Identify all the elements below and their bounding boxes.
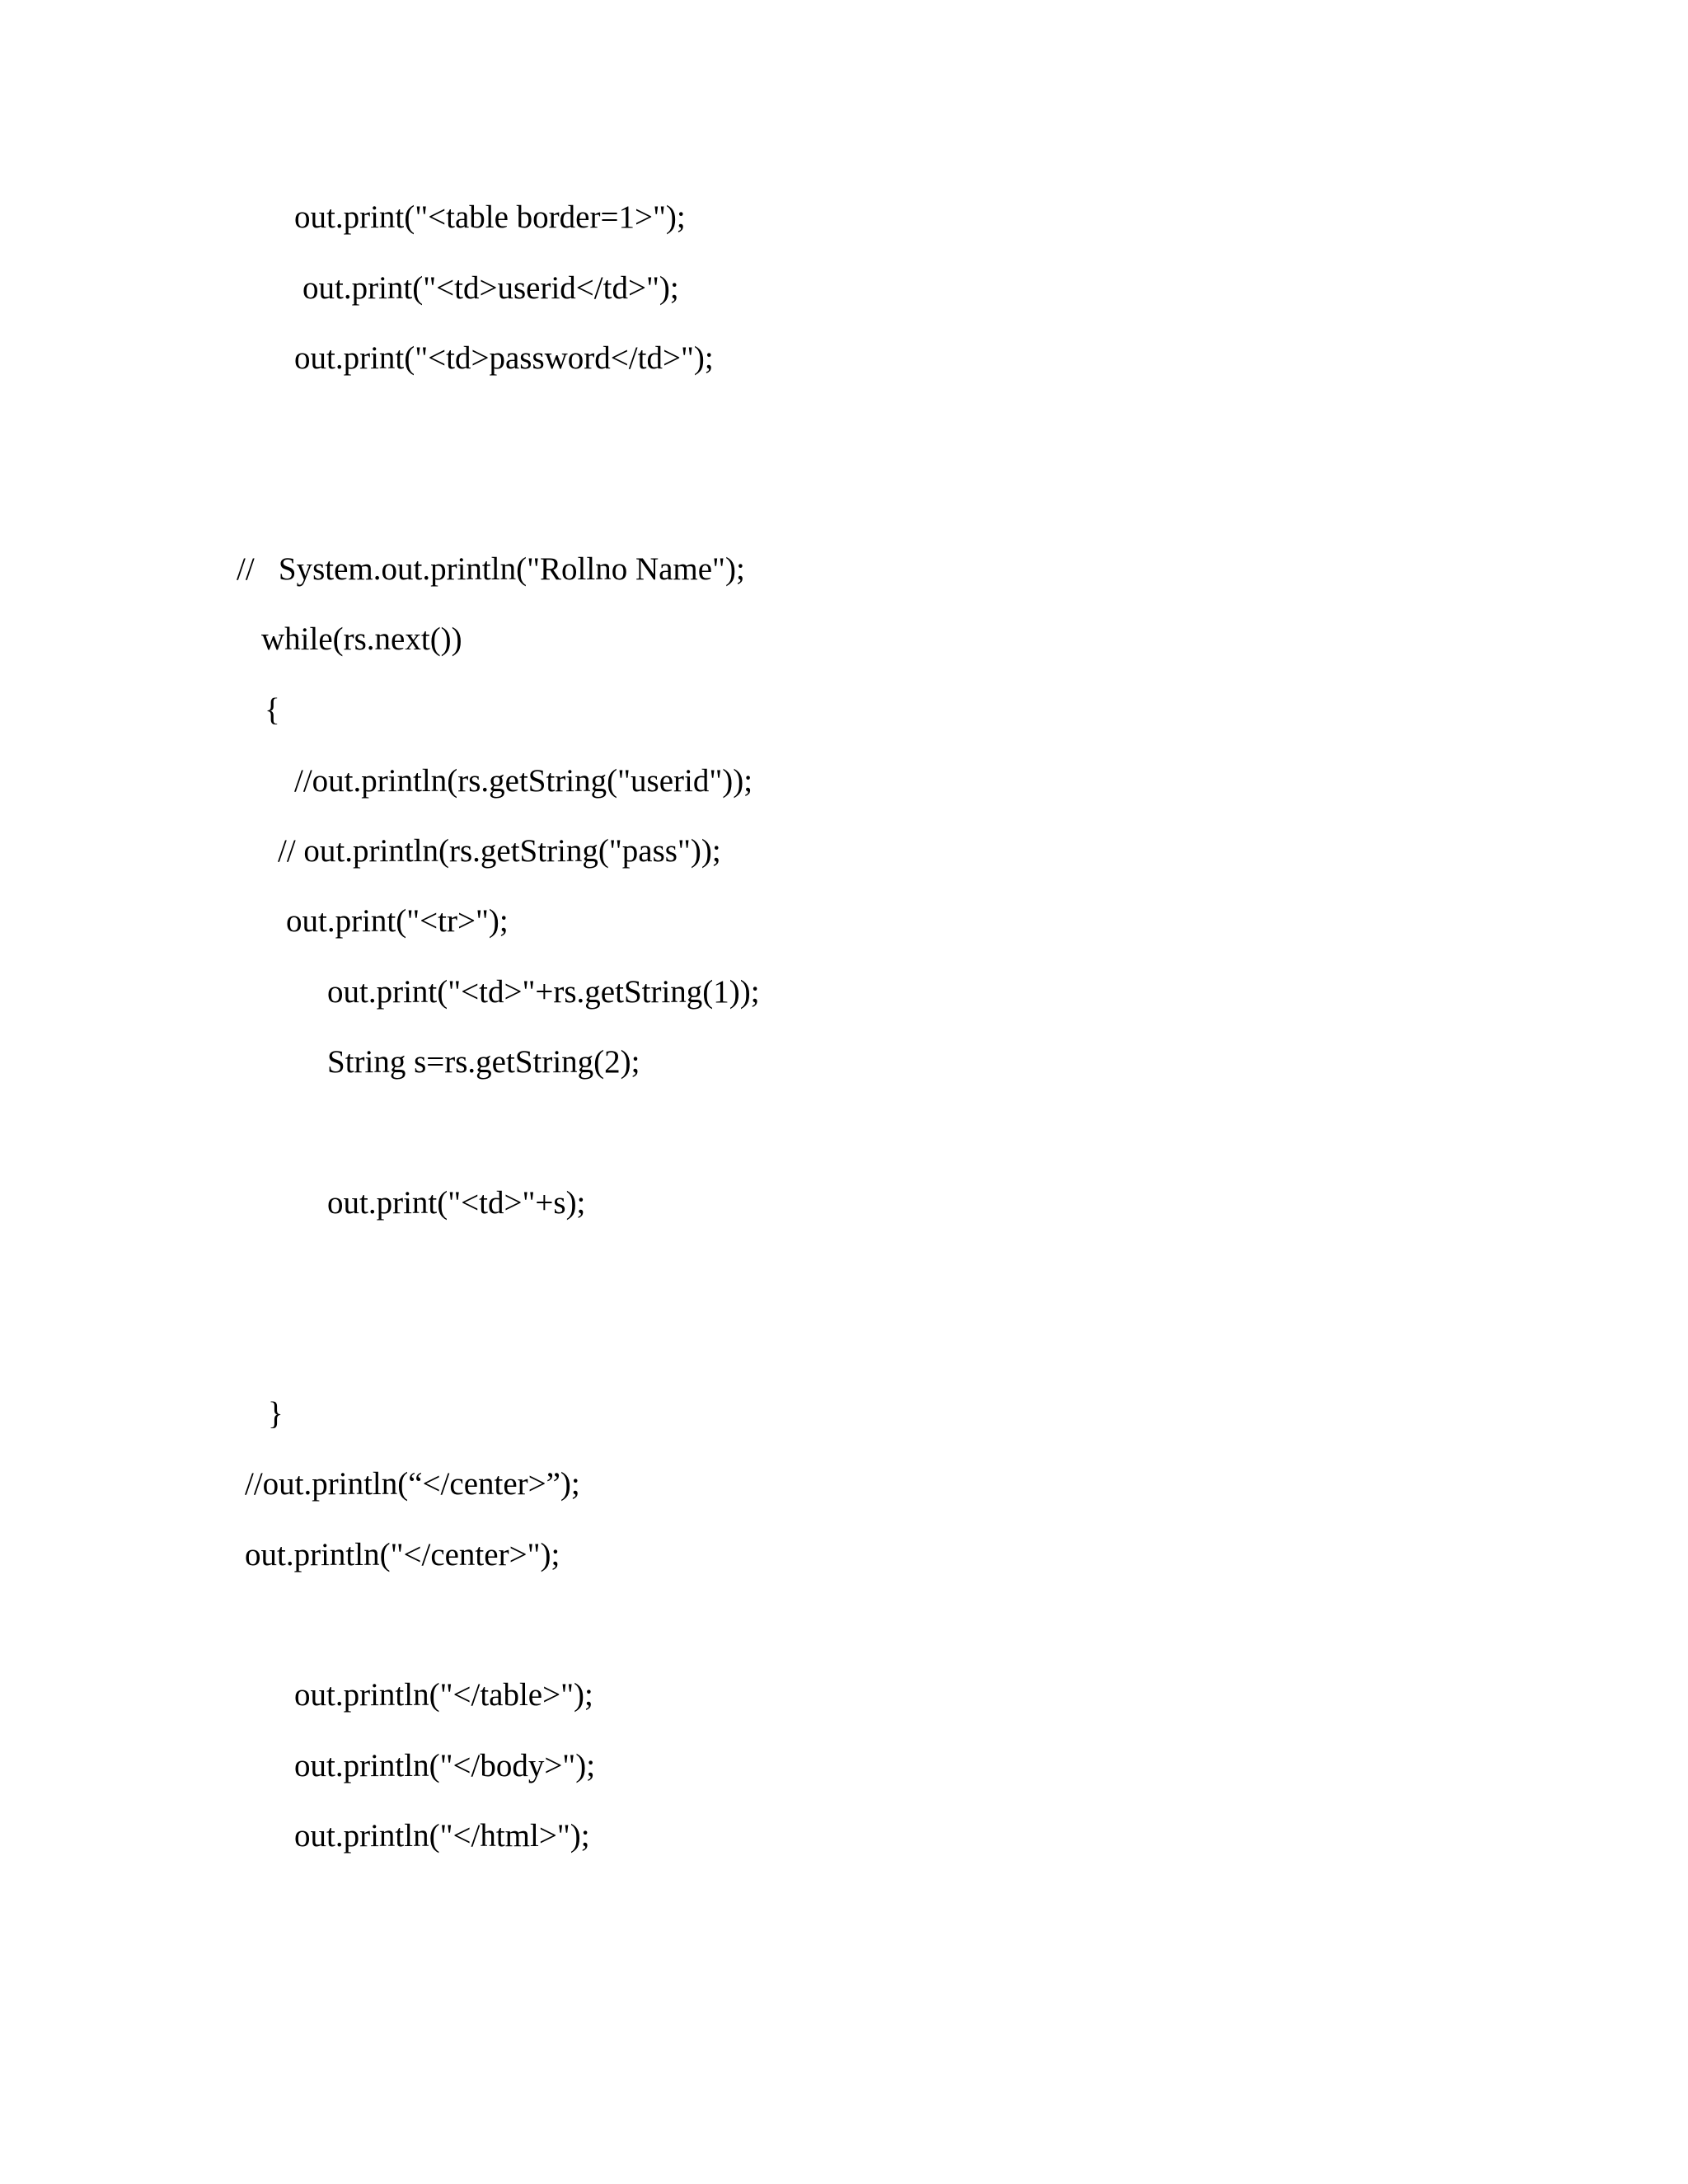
code-line: out.print("<table border=1>"); <box>294 199 686 235</box>
code-line: // System.out.println("Rollno Name"); <box>237 551 745 587</box>
code-line: out.println("</body>"); <box>294 1748 596 1783</box>
code-line: out.print("<td>"+s); <box>327 1185 586 1221</box>
code-line: out.println("</center>"); <box>245 1537 560 1572</box>
code-line: } <box>268 1396 284 1432</box>
code-line: out.println("</html>"); <box>294 1818 590 1854</box>
code-line: out.print("<tr>"); <box>286 903 509 939</box>
code-line: out.print("<td>userid</td>"); <box>302 270 679 306</box>
code-line: // out.println(rs.getString("pass")); <box>278 833 721 869</box>
code-line: while(rs.next()) <box>261 621 462 657</box>
code-line: out.print("<td>"+rs.getString(1)); <box>327 974 760 1010</box>
code-line: out.print("<td>password</td>"); <box>294 340 714 376</box>
code-line: String s=rs.getString(2); <box>327 1044 640 1080</box>
code-line: { <box>265 692 280 728</box>
code-line: //out.println(“</center>”); <box>245 1466 580 1502</box>
code-line: out.println("</table>"); <box>294 1677 593 1713</box>
code-line: //out.println(rs.getString("userid")); <box>294 763 753 799</box>
